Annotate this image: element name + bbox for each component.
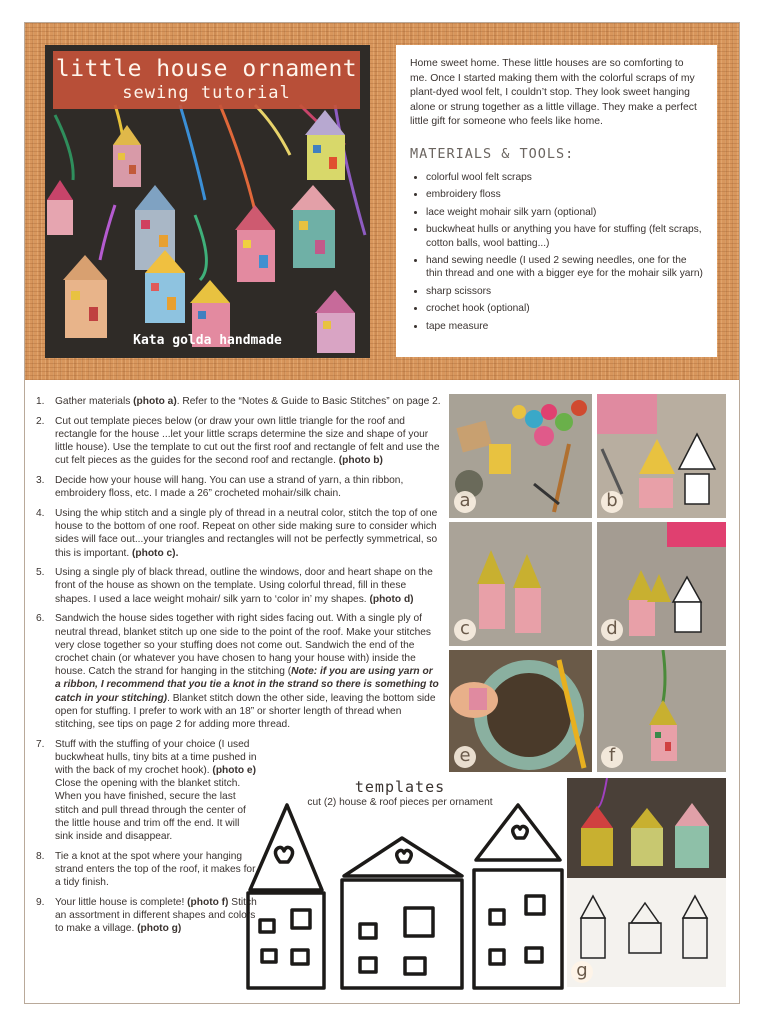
photo-g-village-image	[567, 778, 726, 987]
photo-b	[597, 394, 726, 518]
step-text: (photo c).	[132, 547, 179, 559]
step-text: (photo g)	[137, 923, 182, 935]
credit-text: Kata golda handmade	[133, 333, 282, 348]
step-text: . Refer to the “Notes & Guide to Basic Stitches” on page 2.	[176, 396, 441, 407]
step-text: (photo b)	[338, 455, 383, 467]
step-number: 1.	[36, 396, 45, 407]
photo-f	[597, 650, 726, 772]
materials-item: • colorful wool felt scraps	[426, 171, 703, 184]
materials-item: • embroidery floss	[426, 188, 703, 201]
template-house-tall	[248, 805, 324, 988]
step-item	[33, 850, 260, 890]
photo-d	[597, 522, 726, 646]
hero-photo	[45, 45, 370, 358]
step-text: Note: if you are using yarn or a ribbon, I recommend that you tie a knot in the strand so there is something to catch in your stitching)	[55, 666, 439, 704]
step-number: 5.	[36, 567, 45, 579]
step-number: 2.	[36, 415, 45, 427]
photo-c	[449, 522, 592, 646]
template-house-wide	[342, 838, 462, 988]
materials-item: • tape measure	[426, 320, 703, 333]
step-number: 8.	[36, 850, 45, 862]
templates-heading: templates	[354, 778, 446, 796]
step-number: 4.	[36, 507, 45, 519]
step-item	[33, 566, 441, 606]
photo-g	[567, 778, 726, 987]
templates-subheading: cut (2) house & roof pieces per ornament	[307, 797, 493, 808]
step-text: Using a single ply of black thread, outline the windows, door and heart shape on the front of the house as shown on the template. Using colorful thread, fill in these shapes. I used a lace weight mohair/ silk yarn to ‘color in’ my shapes.	[55, 567, 433, 605]
page-title: little house ornament	[55, 56, 358, 82]
step-item	[33, 612, 441, 731]
photo-e	[449, 650, 592, 772]
step-item	[33, 474, 441, 500]
step-text: Close the opening with the blanket stitch. When you have finished, secure the last stitch and pull thread through the center of the little house and trim off the end. It will sink inside and disappear.	[55, 778, 246, 843]
house-templates-drawing	[240, 800, 570, 990]
step-text: Your little house is complete!	[55, 896, 188, 908]
step-text: Stitch an assortment in different shapes and colors to make a village.	[55, 896, 257, 935]
step-item	[33, 896, 260, 936]
intro-text: Home sweet home. These little houses are so comforting to me. Once I started making them with the colorful scraps of my plant-dyed wool felt, I couldn’t stop. They look sweet hanging alone or strung together as a little village. They make a perfect little gift for someone who feels like home.	[410, 58, 697, 128]
step-number: 7.	[36, 738, 45, 750]
step-number: 3.	[36, 475, 45, 487]
step-item	[33, 738, 260, 844]
photo-a	[449, 394, 592, 518]
step-item	[33, 395, 441, 408]
step-text: Using the whip stitch and a single ply of thread in a neutral color, stitch the top of one house to the bottom of one roof. Repeat on other side making sure to consider which sides will face out...your triangles and rectangles will not be perfectly symmetrical, so this is important.	[55, 507, 438, 559]
step-item	[33, 415, 441, 468]
step-text: (photo d)	[369, 593, 414, 605]
photo-label: f	[601, 746, 623, 768]
step-text: Decide how your house will hang. You can use a strand of yarn, a thin ribbon, embroidery floss, etc. I made a 26” crocheted mohair/silk chain.	[55, 475, 404, 500]
intro-panel	[396, 45, 717, 357]
step-item	[33, 507, 441, 560]
photo-label: d	[601, 619, 623, 641]
step-text: Stuff with the stuffing of your choice (I used buckwheat hulls, tiny bits at a time pushed in with the back of my crochet hook).	[55, 738, 257, 777]
step-text: Tie a knot at the spot where your hanging strand enters the top of the roof, it makes for a tidy finish.	[55, 850, 256, 889]
template-house-right	[474, 805, 562, 988]
step-text: (photo f)	[187, 896, 229, 908]
materials-item: • hand sewing needle (I used 2 sewing needles, one for the thin thread and one with a bigger eye for the mohair silk yarn)	[426, 254, 703, 281]
materials-item: • sharp scissors	[426, 285, 703, 298]
step-text: (photo e)	[212, 765, 256, 777]
materials-item: • buckwheat hulls or anything you have for stuffing (felt scraps, cotton balls, wool batting...)	[426, 223, 703, 250]
step-text: Sandwich the house sides together with right sides facing out. With a single ply of neutral thread, blanket stitch up one side to the point of the roof. Make your stitches very close together so your stuffing does not come out. Sandwich the end of the crochet chain (or whatever you have chosen to hang your house with) inside the house. Catch the strand for hanging in the stitching (	[55, 613, 432, 678]
materials-item: • crochet hook (optional)	[426, 302, 703, 315]
photo-label: g	[571, 961, 593, 983]
step-text: . Blanket stitch down the other side, leaving the bottom side open for stuffing. I prefer to work with an 18” or shorter length of thread when stitching, see tips on page 2 for adding more thread.	[55, 692, 436, 730]
photo-label: a	[454, 491, 476, 513]
title-banner	[53, 51, 360, 109]
page-subtitle: sewing tutorial	[122, 83, 291, 103]
step-number: 6.	[36, 613, 45, 625]
step-text: Cut out template pieces below (or draw your own little triangle for the roof and rectangle for the house ...let your little scraps determine the size and shape of your little house). Use the template to cut out the first roof and rectangle of felt and use the cut felt pieces as the guides for the second roof and rectangle.	[55, 415, 440, 467]
photo-label: b	[601, 491, 623, 513]
materials-heading: MATERIALS & TOOLS:	[410, 145, 575, 162]
step-text: Gather materials	[55, 396, 134, 407]
photo-label: e	[454, 746, 476, 768]
photo-label: c	[454, 619, 476, 641]
materials-item: • lace weight mohair silk yarn (optional)	[426, 206, 703, 219]
step-text: (photo a)	[133, 396, 177, 407]
materials-list	[410, 171, 703, 333]
step-number: 9.	[36, 896, 45, 908]
